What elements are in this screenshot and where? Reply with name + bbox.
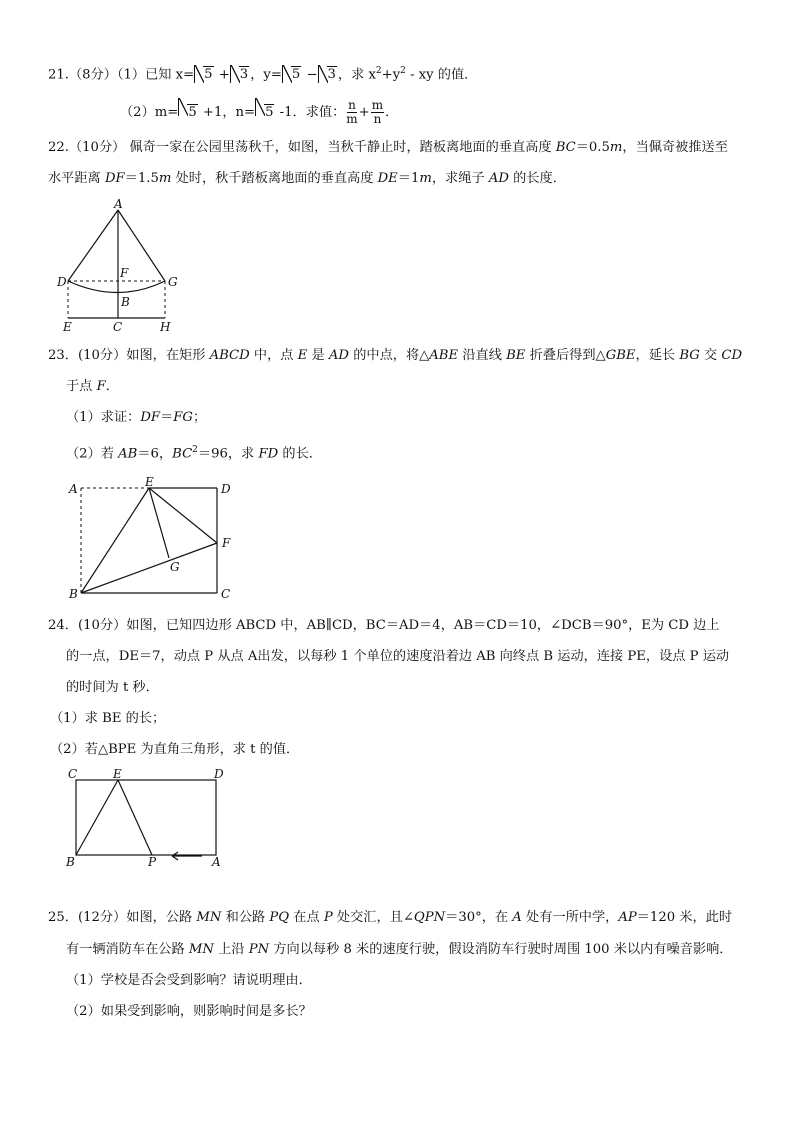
label-g: G: [168, 275, 178, 289]
fraction-n-over-m: $\frac{n}{m}$: [346, 98, 358, 126]
line-ef: [149, 488, 217, 543]
q25-part1: （1）学校是否会受到影响？请说明理由．: [66, 973, 312, 988]
fraction-m-over-n: $\frac{m}{n}$: [371, 98, 384, 126]
q23-line2: 于点 F．: [66, 379, 119, 394]
label-a: A: [212, 855, 221, 869]
label-g: G: [170, 560, 180, 574]
label-f: F: [222, 536, 231, 550]
sqrt-5: 5: [282, 66, 301, 84]
label-e: E: [113, 767, 122, 781]
q24-line1: 24．(10分）如图，已知四边形 ABCD 中，AB∥CD，BC＝AD＝4，AB＝CD＝10，∠DCB＝90°，E为 CD 边上: [48, 618, 720, 633]
sqrt-3: 3: [318, 66, 337, 84]
quadrilateral-diagram: [62, 766, 232, 869]
label-c: C: [221, 587, 231, 601]
line-ep: [118, 780, 152, 855]
label-c: C: [113, 320, 123, 334]
q24-part2: （2）若△BPE 为直角三角形，求 t 的值．: [50, 742, 300, 757]
line-be: [81, 488, 149, 593]
label-d: D: [57, 275, 67, 289]
q22-line2: 水平距离 DF＝1.5m 处时，秋千踏板离地面的垂直高度 DE＝1m，求绳子 AD 的长度．: [48, 171, 566, 186]
label-d: D: [214, 767, 224, 781]
sqrt-3: 3: [230, 66, 249, 84]
q25-part2: （2）如果受到影响，则影响时间是多长？: [66, 1004, 312, 1019]
label-b: B: [69, 587, 78, 601]
label-p: P: [148, 855, 157, 869]
q21-line1: 21.（8分）（1）已知 x= 5 + 3 ，y= 5 − 3 ，求 $x^2+y^2$ - xy 的值．: [48, 66, 478, 83]
label-b: B: [121, 295, 130, 309]
label-e: E: [145, 475, 154, 489]
sqrt-5: 5: [194, 66, 213, 84]
q24-line3: 的时间为 t 秒．: [66, 680, 159, 695]
label-a: A: [69, 482, 78, 496]
q25-line1: 25．(12分）如图，公路 MN 和公路 PQ 在点 P 处交汇，且∠QPN＝30°，在 A 处有一所中学，AP＝120 米，此时: [48, 910, 733, 925]
q22-line1: 22.（10分） 佩奇一家在公园里荡秋千，如图，当秋千静止时，踏板离地面的垂直高度 BC＝0.5m，当佩奇被推送至: [48, 140, 728, 155]
label-h: H: [160, 320, 171, 334]
label-b: B: [66, 855, 75, 869]
arc-dbg: [68, 281, 165, 293]
line-bf: [81, 543, 217, 593]
q24-line2: 的一点，DE＝7，动点 P 从点 A出发，以每秒 1 个单位的速度沿着边 AB 向终点 B 运动，连接 PE，设点 P 运动: [66, 649, 730, 664]
sqrt-5: 5: [255, 99, 274, 127]
line-eg: [149, 488, 169, 558]
rectangle-fold-diagram: [65, 475, 245, 603]
sqrt-5: 5: [178, 99, 197, 127]
label-a: A: [114, 197, 123, 211]
q25-line2: 有一辆消防车在公路 MN 上沿 PN 方向以每秒 8 米的速度行驶，假设消防车行驶时周围 100 米以内有噪音影响．: [66, 942, 733, 957]
q23-part2: （2）若 AB＝6，$BC^2=96$，求 FD 的长．: [66, 445, 322, 462]
line-eb: [76, 780, 118, 855]
q23-part1: （1）求证：DF＝FG；: [66, 410, 207, 425]
q21-line2: （2）m= 5 +1，n= 5 -1．求值： $\frac{n}{m}$ + $\frac{m}{n}$ ．: [120, 98, 399, 126]
label-d: D: [221, 482, 231, 496]
label-f: F: [120, 266, 129, 280]
label-c: C: [68, 767, 78, 781]
label-e: E: [63, 320, 72, 334]
q24-part1: （1）求 BE 的长；: [50, 711, 166, 726]
q23-line1: 23．(10分）如图，在矩形 ABCD 中，点 E 是 AD 的中点，将△ABE 沿直线 BE 折叠后得到△GBE，延长 BG 交 CD: [48, 348, 743, 363]
swing-diagram: [55, 197, 185, 335]
rope-ad: [68, 210, 118, 281]
